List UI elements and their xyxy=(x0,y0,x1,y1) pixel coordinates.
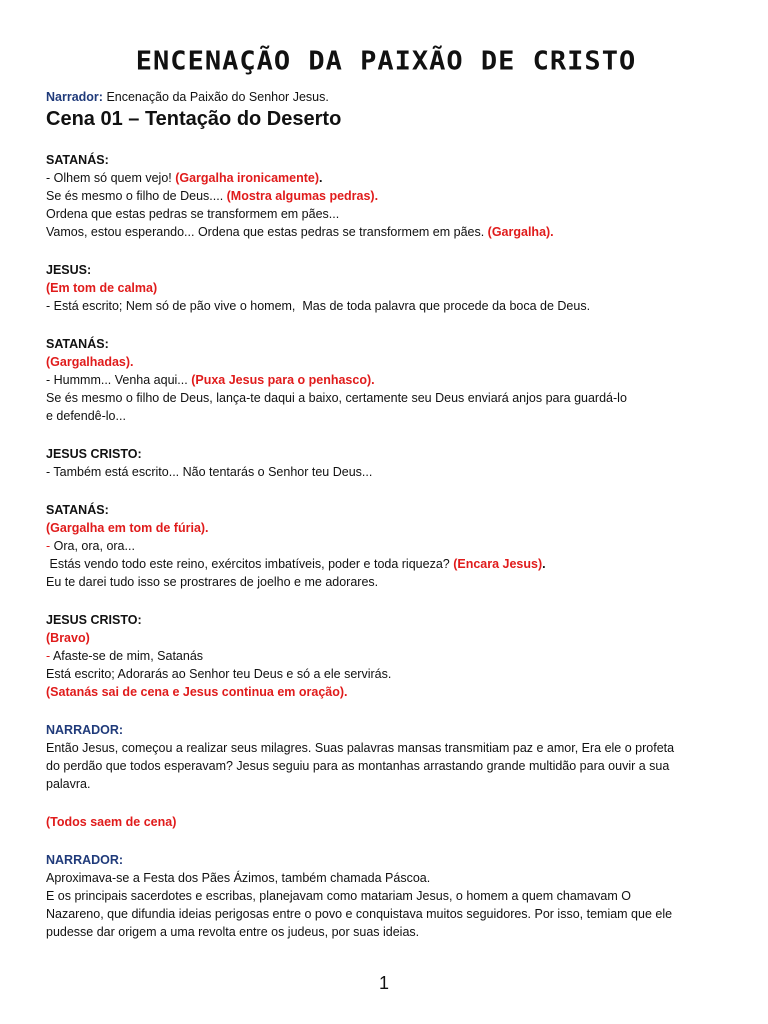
dialogue-line xyxy=(46,775,726,793)
speaker-name: NARRADOR: xyxy=(46,723,124,737)
dialogue-block xyxy=(46,851,726,941)
dialogue-block xyxy=(46,335,726,425)
dialogue-line xyxy=(46,647,726,665)
dialogue-line xyxy=(46,683,726,701)
dialogue-line xyxy=(46,665,726,683)
speaker-name: JESUS CRISTO: xyxy=(46,613,142,627)
dialogue-line xyxy=(46,869,726,887)
speaker-name: JESUS: xyxy=(46,263,92,277)
dialogue-line xyxy=(46,537,726,555)
scene-heading: Cena 01 – Tentação do Deserto xyxy=(46,108,342,130)
dialogue-block xyxy=(46,721,726,793)
stage-direction: (Gargalhadas). xyxy=(46,355,134,369)
dialogue-line xyxy=(46,923,726,941)
dialogue-line xyxy=(46,555,726,573)
speaker-name: SATANÁS: xyxy=(46,503,109,517)
narrator-label: Narrador: xyxy=(46,90,103,104)
stage-direction: (Gargalha). xyxy=(487,225,554,239)
dialogue-line xyxy=(46,205,726,223)
dialogue-line xyxy=(46,371,726,389)
dialogue-block xyxy=(46,813,726,831)
dialogue-line xyxy=(46,887,726,905)
dialogue-line xyxy=(46,757,726,775)
speaker-name: SATANÁS: xyxy=(46,153,109,167)
line-text: - Olhem só quem vejo! xyxy=(46,171,176,185)
script-body xyxy=(46,151,726,941)
line-text: Vamos, estou esperando... Ordena que estas pedras se transformem em pães. xyxy=(46,225,488,239)
line-text: Então Jesus, começou a realizar seus milagres. Suas palavras mansas transmitiam paz e amor, Era ele o profeta xyxy=(46,741,675,755)
line-text: Aproximava-se a Festa dos Pães Ázimos, também chamada Páscoa. xyxy=(46,871,431,885)
line-dash: - xyxy=(46,649,51,663)
speaker-name: SATANÁS: xyxy=(46,337,109,351)
dialogue-line xyxy=(46,629,726,647)
dialogue-block xyxy=(46,501,726,591)
line-text: Se és mesmo o filho de Deus, lança-te daqui a baixo, certamente seu Deus enviará anjos para guardá-lo xyxy=(46,391,627,405)
line-text: do perdão que todos esperavam? Jesus seguiu para as montanhas arrastando grande multidão para ouvir a sua xyxy=(46,759,670,773)
dialogue-block xyxy=(46,151,726,241)
stage-direction: (Gargalha em tom de fúria). xyxy=(46,521,209,535)
dialogue-line xyxy=(46,389,726,407)
dialogue-line xyxy=(46,739,726,757)
line-text: Eu te darei tudo isso se prostrares de joelho e me adorares. xyxy=(46,575,379,589)
dialogue-line xyxy=(46,169,726,187)
dialogue-block xyxy=(46,445,726,481)
line-text: Estás vendo todo este reino, exércitos imbatíveis, poder e toda riqueza? xyxy=(46,557,454,571)
stage-direction: (Todos saem de cena) xyxy=(46,815,177,829)
line-text: E os principais sacerdotes e escribas, planejavam como matariam Jesus, o homem a quem chamavam O xyxy=(46,889,631,903)
line-punctuation: . xyxy=(319,171,323,185)
dialogue-line xyxy=(46,223,726,241)
dialogue-line xyxy=(46,187,726,205)
line-text: Ora, ora, ora... xyxy=(50,539,135,553)
dialogue-line xyxy=(46,463,726,481)
dialogue-block xyxy=(46,261,726,315)
stage-direction: (Satanás sai de cena e Jesus continua em oração). xyxy=(46,685,348,699)
line-text: pudesse dar origem a uma revolta entre os judeus, por suas ideias. xyxy=(46,925,420,939)
stage-direction: (Puxa Jesus para o penhasco). xyxy=(191,373,375,387)
line-text: Ordena que estas pedras se transformem em pães... xyxy=(46,207,340,221)
stage-direction: (Gargalha ironicamente) xyxy=(175,171,320,185)
line-text: Se és mesmo o filho de Deus.... xyxy=(46,189,227,203)
document-page xyxy=(46,46,726,961)
speaker-name: JESUS CRISTO: xyxy=(46,447,142,461)
page-number: 1 xyxy=(378,973,389,993)
line-text: palavra. xyxy=(46,777,91,791)
line-text: Está escrito; Adorarás ao Senhor teu Deus e só a ele servirás. xyxy=(46,667,392,681)
dialogue-line xyxy=(46,407,726,425)
dialogue-line xyxy=(46,905,726,923)
line-dash: - xyxy=(46,539,51,553)
line-text: Nazareno, que difundia ideias perigosas entre o povo e conquistava muitos seguidores. Por isso, temiam que ele xyxy=(46,907,673,921)
dialogue-line xyxy=(46,519,726,537)
line-text: - Hummm... Venha aqui... xyxy=(46,373,192,387)
dialogue-line xyxy=(46,297,726,315)
page-title: ENCENAÇÃO DA PAIXÃO DE CRISTO xyxy=(135,46,637,77)
intro-line xyxy=(46,89,726,105)
dialogue-line xyxy=(46,573,726,591)
dialogue-block xyxy=(46,611,726,701)
dialogue-line xyxy=(46,813,726,831)
line-text: - Está escrito; Nem só de pão vive o homem, Mas de toda palavra que procede da boca de Deus. xyxy=(46,299,591,313)
line-punctuation: . xyxy=(542,557,546,571)
line-text: Afaste-se de mim, Satanás xyxy=(50,649,204,663)
stage-direction: (Bravo) xyxy=(46,631,90,645)
dialogue-line xyxy=(46,353,726,371)
speaker-name: NARRADOR: xyxy=(46,853,124,867)
line-text: e defendê-lo... xyxy=(46,409,126,423)
dialogue-line xyxy=(46,279,726,297)
stage-direction: (Mostra algumas pedras). xyxy=(226,189,379,203)
stage-direction: (Em tom de calma) xyxy=(46,281,158,295)
intro-text: Encenação da Paixão do Senhor Jesus. xyxy=(102,90,329,104)
stage-direction: (Encara Jesus) xyxy=(453,557,543,571)
line-text: - Também está escrito... Não tentarás o Senhor teu Deus... xyxy=(46,465,373,479)
